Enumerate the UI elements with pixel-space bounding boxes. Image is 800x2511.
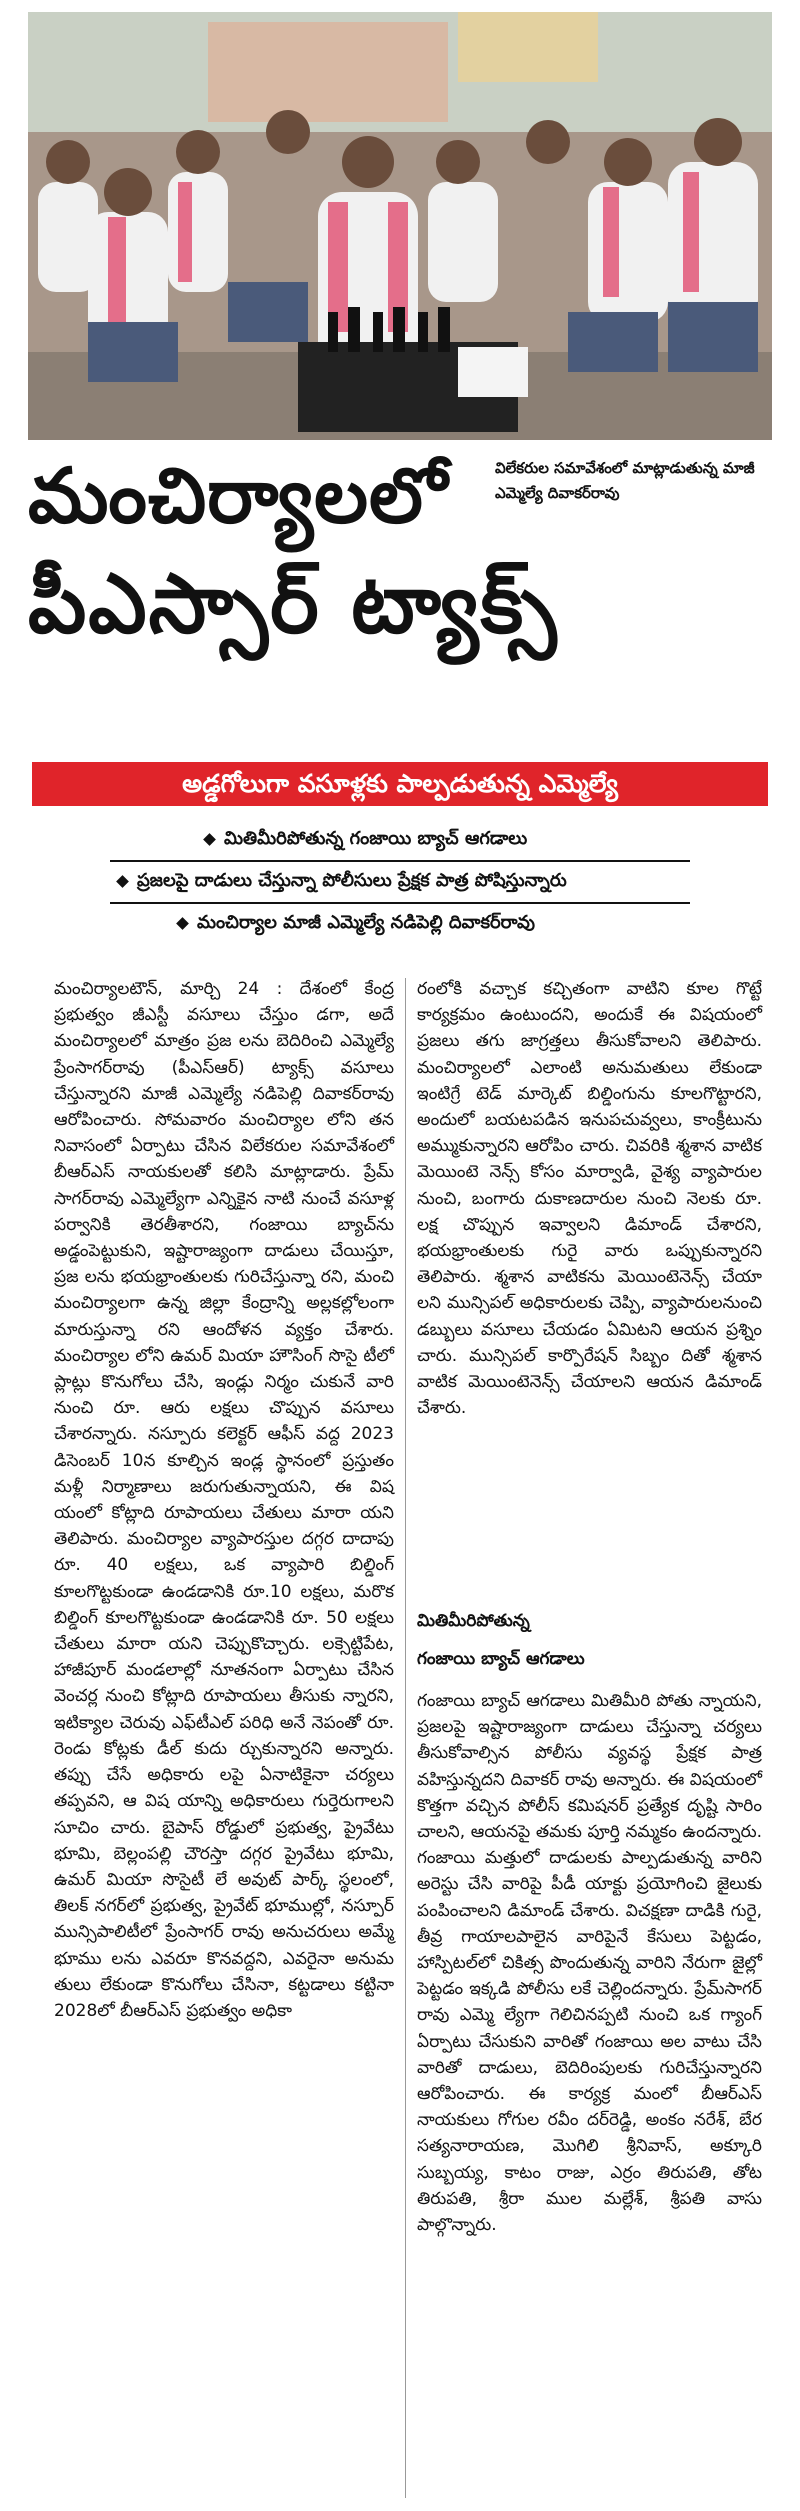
subheading-line2: గంజాయి బ్యాచ్ ఆగడాలు bbox=[417, 1649, 585, 1669]
bullet-point-3 bbox=[178, 910, 535, 936]
bullet-point-2 bbox=[118, 868, 567, 894]
bullet-diamond-icon bbox=[116, 875, 129, 888]
bullet-text-3: మంచిర్యాల మాజీ ఎమ్మెల్యే నడిపెల్లి దివాకర్‌రావు bbox=[197, 912, 535, 933]
subheading-line1: మితిమీరిపోతున్న bbox=[417, 1611, 530, 1631]
bullet-rule-2 bbox=[110, 902, 690, 904]
headline-line2: పీఎస్సార్ ట్యాక్స్ bbox=[28, 557, 559, 652]
article-right-bottom-column bbox=[417, 1688, 762, 2238]
bullet-text-1: మితిమీరిపోతున్న గంజాయి బ్యాచ్ ఆగడాలు bbox=[224, 828, 528, 849]
press-meet-photo bbox=[28, 12, 772, 440]
article-left-text: మంచిర్యాలటౌన్, మార్చి 24 : దేశంలో కేంద్ర ప్రభుత్వం జీఎస్టీ వసూలు చేస్తుం డగా, అదే మంచిర్యాలలో మాత్రం ప్రజ లను బెదిరించి ఎమ్మెల్యే ప్రేంసాగర్‌రావు (పీఎస్‌ఆర్) ట్యాక్స్ వసూలు చేస్తున్నారని మాజీ ఎమ్మెల్యే నడిపెల్లి దివాకర్‌రావు ఆరోపించారు. సోమవారం మంచిర్యాల లోని తన నివాసంలో ఏర్పాటు చేసిన విలేకరుల సమావేశంలో బీఆర్ఎస్ నాయకులతో కలిసి మాట్లాడారు. ప్రేమ్ సాగర్‌రావు ఎమ్మెల్యేగా ఎన్నికైన నాటి నుంచే వసూళ్ల పర్వానికి తెరతీశారని, గంజాయి బ్యాచ్‌ను అడ్డంపెట్టుకుని, ఇష్టారాజ్యంగా దాడులు చేయిస్తూ, ప్రజ లను భయభ్రాంతులకు గురిచేస్తున్నా రని, మంచి మంచిర్యాలగా ఉన్న జిల్లా కేంద్రాన్ని అల్లకల్లోలంగా మారుస్తున్నా రని ఆందోళన వ్యక్తం చేశారు. మంచిర్యాల లోని ఉమర్ మియా హౌసింగ్ సొసై టీలో ప్లాట్లు కొనుగోలు చేసి, ఇండ్లు నిర్మం చుకునే వారి నుంచి రూ. ఆరు లక్షలు చొప్పున వసూలు చేశారన్నారు. నస్పూరు కలెక్టర్ ఆఫీస్ వద్ద 2023 డిసెంబర్ 10న కూల్చిన ఇండ్ల స్థానంలో ప్రస్తుతం మళ్లీ నిర్మాణాలు జరుగుతున్నాయని, ఈ విష యంలో కోట్లాది రూపాయలు చేతులు మారా యని తెలిపారు. మంచిర్యాల వ్యాపారస్తుల దగ్గర దాదాపు రూ. 40 లక్షలు, ఒక వ్యాపారి బిల్డింగ్ కూలగొట్టకుండా ఉండడానికి రూ.10 లక్షలు, మరొక బిల్డింగ్ కూలగొట్టకుండా ఉండడానికి రూ. 50 లక్షలు చేతులు మారా యని చెప్పుకొచ్చారు. లక్సెట్టిపేట, హాజీపూర్ మండలాల్లో నూతనంగా ఏర్పాటు చేసిన వెంచర్ల నుంచి కోట్లాది రూపాయలు తీసుకు న్నారని, ఇటిక్యాల చెరువు ఎఫ్‌టీఎల్ పరిధి అనే నెపంతో రూ. రెండు కోట్లకు డీల్ కుదు ర్చుకున్నారని అన్నారు. తప్పు చేసే అధికారు లపై ఏనాటికైనా చర్యలు తప్పవని, ఆ విష యాన్ని అధికారులు గుర్తెరుగాలని సూచిం చారు. బైపాస్ రోడ్డులో ప్రభుత్వ, ప్రైవేటు భూమి, బెల్లంపల్లి చౌరస్తా దగ్గర ప్రైవేటు భూమి, ఉమర్ మియా సొసైటీ లే అవుట్ పార్క్ స్థలంలో, తిలక్ నగర్‌లో ప్రభుత్వ, ప్రైవేట్ భూముల్లో, నస్పూర్ మున్సిపాలిటీలో ప్రేంసాగర్ రావు అనుచరులు అమ్మే భూము లను ఎవరూ కొనవద్దని, ఎవరైనా అనుమ తులు లేకుండా కొనుగోలు చేసినా, కట్టడాలు కట్టినా 2028లో బీఆర్ఎస్ ప్రభుత్వం అధికా bbox=[54, 979, 394, 2021]
article-left-column bbox=[54, 976, 394, 2024]
bullet-diamond-icon bbox=[203, 833, 216, 846]
photo-caption: విలేకరుల సమావేశంలో మాట్లాడుతున్న మాజీ ఎమ్మెల్యే దివాకర్‌రావు bbox=[495, 459, 755, 502]
column-divider bbox=[405, 978, 406, 2498]
bullet-text-2: ప్రజలపై దాడులు చేస్తున్నా పోలీసులు ప్రేక్షక పాత్ర పోషిస్తున్నారు bbox=[137, 870, 567, 891]
photo-illustration bbox=[28, 12, 772, 440]
bullet-point-1 bbox=[205, 826, 527, 852]
bullet-diamond-icon bbox=[176, 917, 189, 930]
article-right-column bbox=[417, 976, 762, 1421]
article-right-top-text: రంలోకి వచ్చాక కచ్చితంగా వాటిని కూల గొట్టే కార్యక్రమం ఉంటుందని, అందుకే ఈ విషయంలో ప్రజలు తగు జాగ్రత్తలు తీసుకోవాలని తెలిపారు. మంచిర్యాలలో ఎలాంటి అనుమతులు లేకుండా ఇంటిగ్రే టెడ్ మార్కెట్ బిల్డింగును కూలగొట్టారని, అందులో బయటపడిన ఇనుపచువ్వలు, కాంక్రీటును అమ్ముకున్నారని ఆరోపిం చారు. చివరికి శ్మశాన వాటిక మెయింటె నెన్స్ కోసం మార్వాడి, వైశ్య వ్యాపారుల నుంచి, బంగారు దుకాణదారుల నుంచి నెలకు రూ. లక్ష చొప్పున ఇవ్వాలని డిమాండ్ చేశారని, భయభ్రాంతులకు గురై వారు ఒప్పుకున్నారని తెలిపారు. శ్మశాన వాటికను మెయింటెనెన్స్ చేయా లని మున్సిపల్ అధికారులకు చెప్పి, వ్యాపారులనుంచి డబ్బులు వసూలు చేయడం ఏమిటని ఆయన ప్రశ్నిం చారు. మున్సిపల్ కార్పొరేషన్ సిబ్బం దితో శ్మశాన వాటిక మెయింటెనెన్స్ చేయాలని ఆయన డిమాండ్ చేశారు. bbox=[417, 979, 762, 1419]
bullet-rule-1 bbox=[110, 860, 690, 862]
headline-line1: మంచిర్యాలలో bbox=[28, 451, 449, 540]
sub-headline-banner: అడ్డగోలుగా వసూళ్లకు పాల్పడుతున్న ఎమ్మెల్యే bbox=[32, 762, 768, 806]
article-right-bottom-text: గంజాయి బ్యాచ్ ఆగడాలు మితిమీరి పోతు న్నాయని, ప్రజలపై ఇష్టారాజ్యంగా దాడులు చేస్తున్నా చర్యలు తీసుకోవాల్సిన పోలీసు వ్యవస్థ ప్రేక్షక పాత్ర వహిస్తున్నదని దివాకర్ రావు అన్నారు. ఈ విషయంలో కొత్తగా వచ్చిన పోలీస్ కమిషనర్ ప్రత్యేక దృష్టి సారిం చాలని, ఆయనపై తమకు పూర్తి నమ్మకం ఉందన్నారు. గంజాయి మత్తులో దాడులకు పాల్పడుతున్న వారిని అరెస్టు చేసి వారిపై పీడీ యాక్టు ప్రయోగించి జైలుకు పంపించాలని డిమాండ్ చేశారు. విచక్షణా దాడికి గురై, తీవ్ర గాయాలపాలైన వారిపైనే కేసులు పెట్టడం, హాస్పిటల్‌లో చికిత్స పొందుతున్న వారిని నేరుగా జైల్లో పెట్టడం ఇక్కడి పోలీసు లకే చెల్లిందన్నారు. ప్రేమ్‌సాగర్ రావు ఎమ్మె ల్యేగా గెలిచినప్పటి నుంచి ఒక గ్యాంగ్ ఏర్పాటు చేసుకుని వారితో గంజాయి అల వాటు చేసి వారితో దాడులు, బెదిరింపులకు గురిచేస్తున్నారని ఆరోపించారు. ఈ కార్యక్ర మంలో బీఆర్ఎస్ నాయకులు గోగుల రవీం దర్‌రెడ్డి, అంకం నరేశ్, బేర సత్యనారాయణ, మొగిలి శ్రీనివాస్, అక్కూరి సుబ్బయ్య, కాటం రాజు, ఎర్రం తిరుపతి, తోట తిరుపతి, శ్రీరా ముల మల్లేశ్, శ్రీపతి వాసు పాల్గొన్నారు. bbox=[417, 1691, 762, 2236]
